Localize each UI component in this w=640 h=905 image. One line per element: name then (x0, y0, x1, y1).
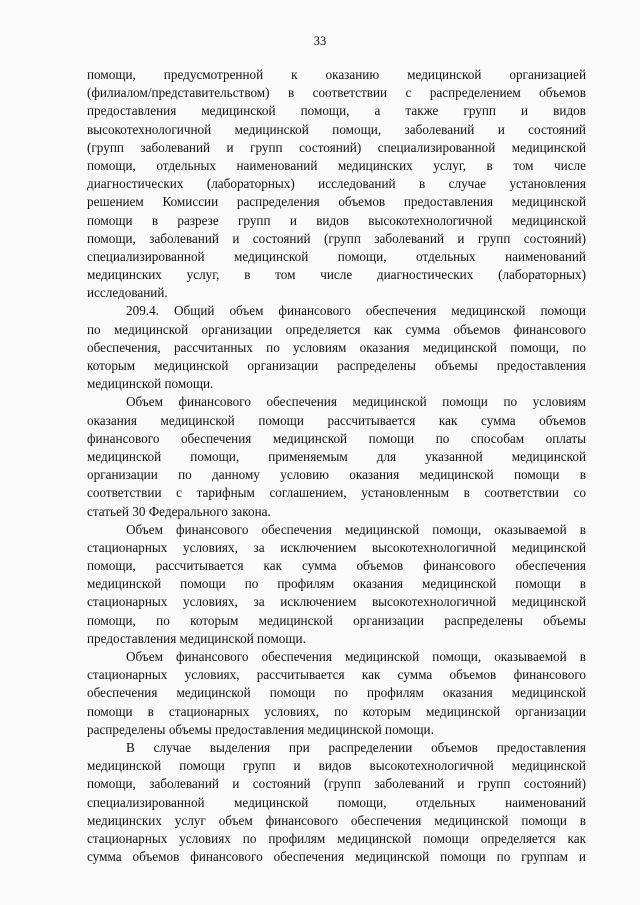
text-line: специализированной медицинской помощи, отдельных наименований (87, 248, 586, 264)
text-line: помощи, предусмотренной к оказанию медицинской организацией (87, 67, 586, 82)
text-line: обеспечения медицинской помощи по профилям оказания медицинской (87, 685, 586, 701)
text-line: медицинских услуг, в том числе диагностических (лабораторных) (87, 267, 586, 283)
text-line: помощи, заболеваний и состояний (групп заболеваний и групп состояний) (87, 230, 586, 246)
text-line: помощи, заболеваний и состояний (групп заболеваний и групп состояний) (87, 776, 586, 792)
text-line: медицинской помощи групп и видов высокотехнологичной медицинской (87, 758, 586, 774)
text-line: медицинской помощи по профилям оказания медицинской помощи в (87, 576, 586, 592)
text-line: помощи, отдельных наименований медицинских услуг, в том числе (87, 157, 586, 173)
text-line: Объем финансового обеспечения медицинской помощи по условиям (126, 394, 586, 410)
text-line: диагностических (лабораторных) исследований в случае установления (87, 176, 586, 192)
text-line: помощи в стационарных условиях, по которым медицинской организации (87, 703, 586, 719)
text-line: медицинской помощи. (87, 376, 214, 392)
text-line: оказания медицинской помощи рассчитывается как сумма объемов (87, 412, 586, 428)
text-line: организации по данному условию оказания медицинской помощи в (87, 467, 586, 483)
page-number: 33 (313, 34, 327, 48)
text-line: помощи, по которым медицинской организации распределены объемы (87, 612, 586, 628)
text-line: по медицинской организации определяется как сумма объемов финансового (87, 321, 586, 337)
text-line: (групп заболеваний и групп состояний) специализированной медицинской (87, 139, 586, 155)
body-text (87, 66, 586, 866)
text-line: (филиалом/представительством) в соответствии с распределением объемов (87, 85, 586, 101)
text-line: финансового обеспечения медицинской помощи по способам оплаты (87, 430, 586, 446)
text-line: В случае выделения при распределении объемов предоставления (126, 739, 586, 755)
text-line: стационарных условиях по профилям медицинской помощи определяется как (87, 830, 586, 846)
text-line: стационарных условиях, за исключением высокотехнологичной медицинской (87, 539, 586, 555)
text-line: обеспечения, рассчитанных по условиям оказания медицинской помощи, по (87, 339, 586, 355)
text-line: помощи, рассчитывается как сумма объемов финансового обеспечения (87, 558, 586, 574)
text-line: Объем финансового обеспечения медицинской помощи, оказываемой в (126, 649, 586, 664)
text-line: которым медицинской организации распределены объемы предоставления (87, 358, 586, 373)
text-line: стационарных условиях, за исключением высокотехнологичной медицинской (87, 594, 586, 610)
text-line: Объем финансового обеспечения медицинской помощи, оказываемой в (126, 521, 586, 537)
text-line: статьей 30 Федерального закона. (87, 503, 271, 519)
text-line: медицинской помощи, применяемым для указанной медицинской (87, 448, 586, 464)
text-line: сумма объемов финансового обеспечения медицинской помощи по группам и (87, 849, 586, 865)
text-line: высокотехнологичной медицинской помощи, заболеваний и состояний (87, 121, 586, 137)
text-line: медицинских услуг объем финансового обеспечения медицинской помощи в (87, 812, 586, 828)
text-line: предоставления медицинской помощи. (87, 630, 306, 646)
text-line: предоставления медицинской помощи, а также групп и видов (87, 103, 586, 119)
text-line: соответствии с тарифным соглашением, установленным в соответствии со (87, 485, 586, 501)
text-line: специализированной медицинской помощи, отдельных наименований (87, 794, 586, 810)
text-line: исследований. (87, 285, 168, 301)
text-line: стационарных условиях, рассчитывается как сумма объемов финансового (87, 667, 586, 683)
text-line: 209.4. Общий объем финансового обеспечения медицинской помощи (126, 303, 586, 319)
text-line: распределены объемы предоставления медицинской помощи. (87, 721, 434, 737)
text-line: помощи в разрезе групп и видов высокотехнологичной медицинской (87, 212, 586, 228)
text-line: решением Комиссии распределения объемов предоставления медицинской (87, 194, 586, 210)
